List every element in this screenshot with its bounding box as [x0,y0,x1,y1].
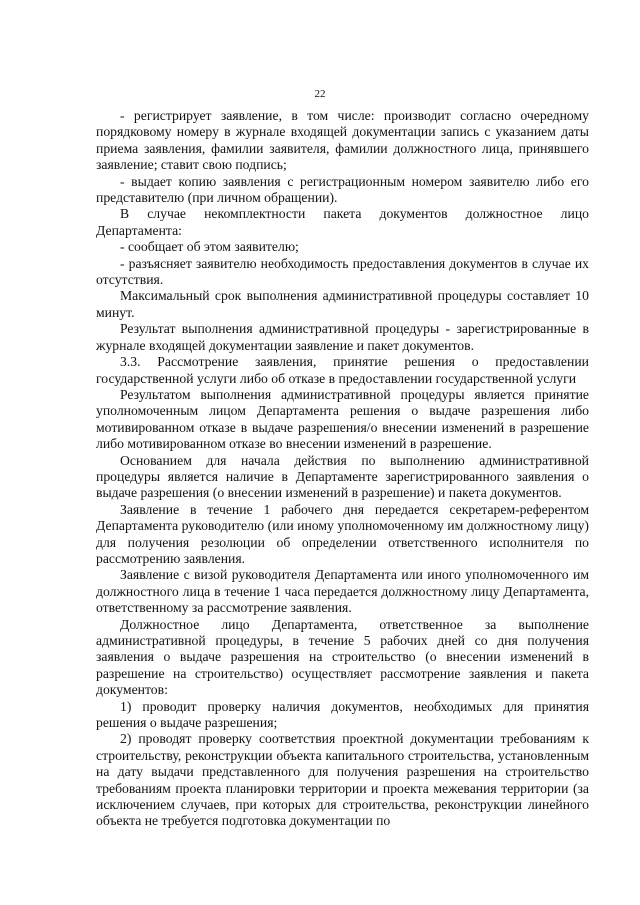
paragraph: - разъясняет заявителю необходимость предоставления документов в случае их отсутствия. [96,255,589,288]
paragraph: Результатом выполнения административной процедуры является принятие уполномоченным лицом Департамента решения о выдаче разрешения либо мотивированном отказе в выдаче разрешения/о внесении изменений в разрешение либо мотивированном отказе во внесении изменений в разрешение. [96,386,589,452]
list-item: 2) проводят проверку соответствия проектной документации требованиям к строительству, реконструкции объекта капитального строительства, установленным на дату выдачи представленного для получения разрешения на строительство требованиям проекта планировки территории и проекта межевания территории (за исключением случаев, при которых для строительства, реконструкции линейного объекта не требуется подготовка документации по [96,731,589,829]
paragraph: Должностное лицо Департамента, ответственное за выполнение административной процедуры, в течение 5 рабочих дней со дня получения заявления о выдаче разрешения на строительство (о внесении изменений в разрешение на строительство) осуществляет рассмотрение заявления и пакета документов: [96,616,589,698]
paragraph: - сообщает об этом заявителю; [120,239,299,255]
paragraph: Результат выполнения административной процедуры - зарегистрированные в журнале входящей документации заявление и пакет документов. [96,321,589,353]
paragraph: - регистрирует заявление, в том числе: производит согласно очередному порядковому номеру в журнале входящей документации запись с указанием даты приема заявления, фамилии заявителя, фамилии должностного лица, принявшего заявление; ставит свою подпись; [96,108,589,173]
paragraph: В случае некомплектности пакета документов должностное лицо Департамента: [96,206,589,238]
section-heading: 3.3. Рассмотрение заявления, принятие решения о предоставлении государственной услуги либо об отказе в предоставлении государственной услуги [96,354,589,386]
paragraph: Заявление в течение 1 рабочего дня передается секретарем-референтом Департамента руководителю (или иному уполномоченному им должностному лицу) для получения резолюции об определении ответственного исполнителя по рассмотрению заявления. [96,501,589,566]
paragraph: Заявление с визой руководителя Департамента или иного уполномоченного им должностного лица в течение 1 часа передается должностному лицу Департамента, ответственному за рассмотрение заявления. [96,567,589,616]
paragraph: Основанием для начала действия по выполнению административной процедуры является наличие в Департаменте зарегистрированного заявления о выдаче разрешения (о внесении изменений в разрешение) и пакета документов. [96,452,589,501]
document-body [96,108,589,830]
list-item: 1) проводит проверку наличия документов, необходимых для принятия решения о выдаче разрешения; [96,698,589,731]
paragraph: - выдает копию заявления с регистрационным номером заявителю либо его представителю (при личном обращении). [96,173,589,206]
page-number: 22 [314,88,326,100]
paragraph: Максимальный срок выполнения административной процедуры составляет 10 минут. [96,288,589,320]
